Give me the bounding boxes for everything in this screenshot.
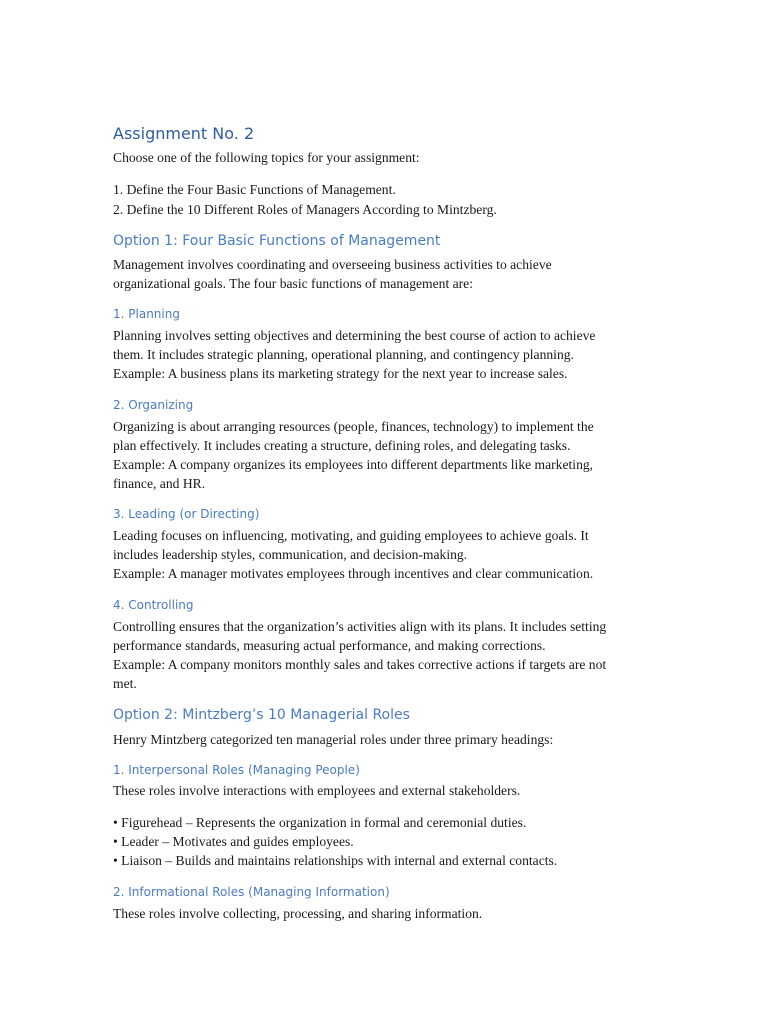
informational-roles-description: These roles involve collecting, processing, and sharing information. [113,906,483,921]
controlling-example-line: Example: A company monitors monthly sales and takes corrective actions if targets are not [113,657,607,672]
option2-intro: Henry Mintzberg categorized ten managerial roles under three primary headings: [113,732,554,747]
bullet-item: • Leader – Motivates and guides employees. [113,834,354,849]
leading-heading: 3. Leading (or Directing) [113,507,260,521]
topic-item-2: 2. Define the 10 Different Roles of Managers According to Mintzberg. [113,202,497,217]
interpersonal-roles-description: These roles involve interactions with employees and external stakeholders. [113,783,521,798]
controlling-heading: 4. Controlling [113,598,194,612]
option2-heading: Option 2: Mintzberg’s 10 Managerial Roles [113,707,410,723]
planning-text-line: them. It includes strategic planning, operational planning, and contingency planning. [113,347,574,362]
controlling-text-line: performance standards, measuring actual performance, and making corrections. [113,638,546,653]
leading-text-line: Leading focuses on influencing, motivating, and guiding employees to achieve goals. It [113,528,589,543]
organizing-text-line: plan effectively. It includes creating a structure, defining roles, and delegating tasks. [113,438,571,453]
option1-heading: Option 1: Four Basic Functions of Management [113,233,441,249]
planning-example-line: Example: A business plans its marketing strategy for the next year to increase sales. [113,366,568,381]
controlling-example-line: met. [113,676,137,691]
informational-roles-heading: 2. Informational Roles (Managing Information) [113,885,390,899]
bullet-item: • Liaison – Builds and maintains relationships with internal and external contacts. [113,853,558,868]
planning-heading: 1. Planning [113,307,180,321]
option1-intro-line: Management involves coordinating and overseeing business activities to achieve [113,257,552,272]
planning-text-line: Planning involves setting objectives and determining the best course of action to achieve [113,328,596,343]
leading-example-line: Example: A manager motivates employees through incentives and clear communication. [113,566,594,581]
document-title: Assignment No. 2 [113,124,255,143]
controlling-text-line: Controlling ensures that the organization’s activities align with its plans. It includes setting [113,619,607,634]
intro-text: Choose one of the following topics for your assignment: [113,150,420,165]
leading-text-line: includes leadership styles, communication, and decision-making. [113,547,468,562]
interpersonal-roles-heading: 1. Interpersonal Roles (Managing People) [113,763,360,777]
option1-intro-line: organizational goals. The four basic functions of management are: [113,276,473,291]
organizing-text-line: Organizing is about arranging resources (people, finances, technology) to implement the [113,419,594,434]
organizing-heading: 2. Organizing [113,398,194,412]
topic-item-1: 1. Define the Four Basic Functions of Management. [113,182,396,197]
bullet-item: • Figurehead – Represents the organization in formal and ceremonial duties. [113,815,527,830]
organizing-example-line: finance, and HR. [113,476,206,491]
organizing-example-line: Example: A company organizes its employees into different departments like marketing, [113,457,594,472]
